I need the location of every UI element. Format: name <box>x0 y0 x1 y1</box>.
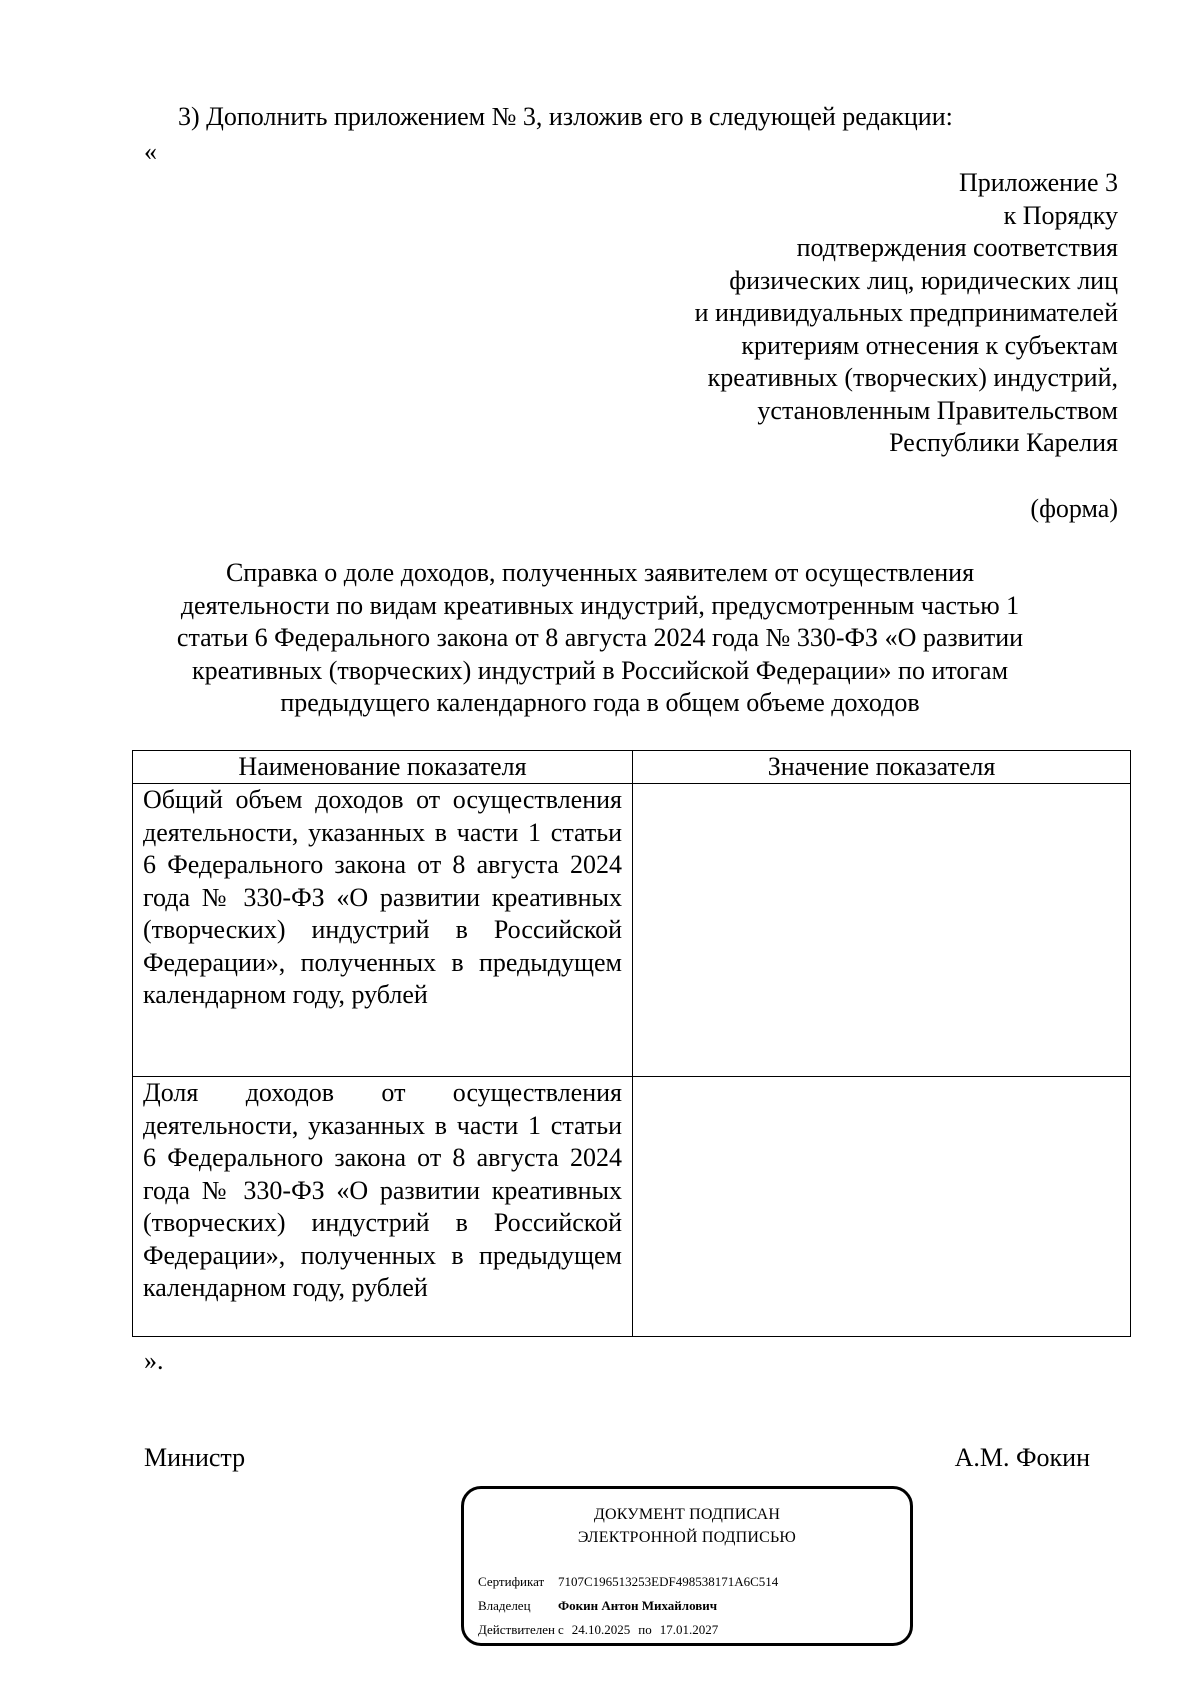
header-indicator-value: Значение показателя <box>633 751 1131 784</box>
indicator-name-text: Доля доходов от осуществления деятельности, указанных в части 1 статьи 6 Федерального закона от 8 августа 2024 года № 330-ФЗ «О развитии креативных (творческих) индустрий в Российской Федерации», полученных в предыдущем календарном году, рублей <box>143 1078 622 1302</box>
title-line: статьи 6 Федерального закона от 8 августа 2024 года № 330-ФЗ «О развитии <box>176 623 1024 652</box>
appendix-line: физических лиц, юридических лиц <box>729 265 1118 295</box>
appendix-line: Республики Карелия <box>889 428 1118 457</box>
form-label: (форма) <box>1030 494 1118 523</box>
indicator-value-cell[interactable] <box>633 1077 1131 1337</box>
valid-to-date: 17.01.2027 <box>659 1622 719 1637</box>
e-signature-stamp <box>461 1486 913 1646</box>
owner-label: Владелец <box>478 1598 531 1613</box>
indicator-name-cell <box>133 1077 633 1337</box>
table-row <box>133 1077 1131 1337</box>
intro-paragraph: 3) Дополнить приложением № 3, изложив его в следующей редакции: <box>178 102 953 131</box>
signatory-position: Министр <box>144 1443 246 1472</box>
owner-value: Фокин Антон Михайлович <box>558 1598 718 1613</box>
appendix-line: и индивидуальных предпринимателей <box>694 298 1118 327</box>
indicator-name-cell <box>133 784 633 1077</box>
stamp-validity-row <box>478 1622 718 1638</box>
appendix-line: подтверждения соответствия <box>796 233 1118 262</box>
header-indicator-name: Наименование показателя <box>133 751 633 784</box>
table-header-row <box>133 751 1131 784</box>
valid-to-prefix: по <box>638 1622 652 1637</box>
closing-quote: ». <box>144 1346 164 1375</box>
appendix-line: Приложение 3 <box>958 168 1118 197</box>
appendix-line: установленным Правительством <box>757 395 1118 425</box>
appendix-line: креативных (творческих) индустрий, <box>707 363 1118 392</box>
appendix-line: критериям отнесения к субъектам <box>741 330 1118 360</box>
document-title <box>150 557 1050 720</box>
title-line: креативных (творческих) индустрий в Российской Федерации» по итогам <box>191 655 1009 685</box>
stamp-certificate-row <box>478 1574 778 1590</box>
indicators-table <box>132 750 1131 1337</box>
valid-from-date: 24.10.2025 <box>571 1622 631 1637</box>
stamp-heading <box>464 1503 910 1549</box>
validity-label: Действителен <box>478 1622 555 1637</box>
appendix-header <box>695 167 1118 460</box>
indicator-value-cell[interactable] <box>633 784 1131 1077</box>
certificate-label: Сертификат <box>478 1574 545 1589</box>
valid-from-prefix: с <box>558 1622 564 1637</box>
title-line: деятельности по видам креативных индустрий, предусмотренным частью 1 <box>180 590 1020 620</box>
indicator-name-text: Общий объем доходов от осуществления деятельности, указанных в части 1 статьи 6 Федерального закона от 8 августа 2024 года № 330-ФЗ «О развитии креативных (творческих) индустрий в Российской Федерации», полученных в предыдущем календарном году, рублей <box>143 785 622 1009</box>
signatory-name: А.М. Фокин <box>954 1443 1090 1472</box>
title-line: Справка о доле доходов, полученных заявителем от осуществления <box>225 558 975 587</box>
opening-quote: « <box>144 137 157 166</box>
certificate-value: 7107C196513253EDF498538171A6C514 <box>558 1574 779 1589</box>
stamp-line: ЭЛЕКТРОННОЙ ПОДПИСЬЮ <box>577 1529 797 1546</box>
stamp-owner-row <box>478 1598 717 1614</box>
title-line: предыдущего календарного года в общем объеме доходов <box>280 688 920 717</box>
table-row <box>133 784 1131 1077</box>
stamp-line: ДОКУМЕНТ ПОДПИСАН <box>593 1506 781 1523</box>
appendix-line: к Порядку <box>1003 200 1118 230</box>
